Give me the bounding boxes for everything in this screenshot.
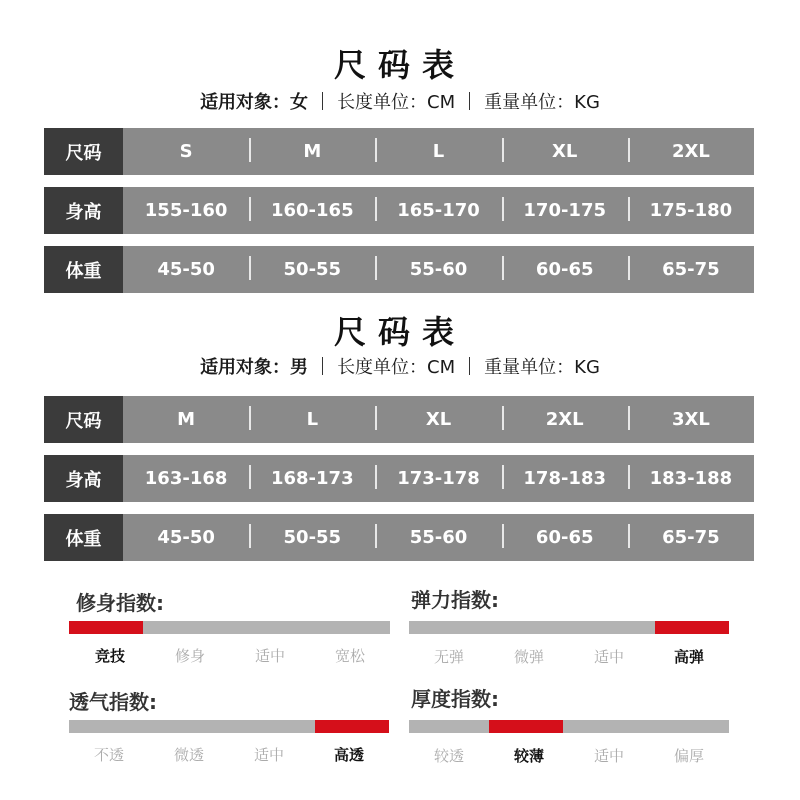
table-cell: M [249,141,375,162]
table-cell: 65-75 [628,259,754,280]
men-table-title: 尺码表 [333,313,466,351]
stretch-index-bar [409,621,729,634]
stretch-index-title: 弹力指数: [411,588,499,612]
table-cell: 3XL [628,409,754,430]
table-cell: 45-50 [157,259,215,280]
weight-unit: 重量单位：KG [484,357,600,378]
index-option: 偏厚 [673,747,704,765]
breath-index-labels [69,744,389,765]
breath-index-highlight [315,720,389,733]
men-weight-row [44,514,754,561]
table-cell: 160-165 [249,200,375,221]
fit-index-title: 修身指数: [76,591,164,615]
index-option: 适中 [593,747,624,765]
table-cell: 173-178 [375,468,501,489]
table-cell: 165-170 [375,200,501,221]
target-gender: 适用对象：男 [200,357,309,378]
row-header: 体重 [44,514,123,561]
length-unit: 长度单位：CM [337,92,456,113]
fit-index-labels [70,645,390,666]
table-cell: 50-55 [249,527,375,548]
index-option: 较薄 [513,747,544,765]
table-cell: XL [375,409,501,430]
table-cell: 55-60 [375,259,501,280]
table-cell: S [179,141,193,162]
stretch-index-highlight [655,621,729,634]
row-header: 尺码 [44,128,123,175]
fit-index-bar [69,621,390,634]
index-option: 无弹 [433,648,464,666]
index-option: 适中 [253,746,284,764]
table-cell: 45-50 [157,527,215,548]
index-option: 适中 [254,647,285,665]
table-cell: 175-180 [628,200,754,221]
breath-index-bar [69,720,389,733]
index-option: 修身 [174,647,205,665]
row-header: 尺码 [44,396,123,443]
women-size-row [44,128,754,175]
thickness-index-highlight [489,720,563,733]
thickness-index-bar [409,720,729,733]
target-gender: 适用对象：女 [200,92,309,113]
table-cell: L [249,409,375,430]
table-cell: 2XL [502,409,628,430]
table-cell: 170-175 [502,200,628,221]
index-option: 微弹 [513,648,544,666]
length-unit: 长度单位：CM [337,357,456,378]
men-size-row [44,396,754,443]
weight-unit: 重量单位：KG [484,92,600,113]
index-option: 微透 [173,746,204,764]
index-option: 不透 [93,746,124,764]
index-option: 宽松 [334,647,365,665]
table-cell: 2XL [628,141,754,162]
index-option: 较透 [433,747,464,765]
stretch-index-labels [409,646,729,667]
women-height-row [44,187,754,234]
row-header: 体重 [44,246,123,293]
thickness-index-labels [409,745,729,766]
table-cell: 65-75 [628,527,754,548]
breath-index-title: 透气指数: [69,690,157,714]
table-cell: 55-60 [375,527,501,548]
table-cell: 50-55 [249,259,375,280]
index-option: 竞技 [94,647,125,665]
men-height-row [44,455,754,502]
fit-index-highlight [69,621,143,634]
table-cell: 183-188 [628,468,754,489]
table-cell: 60-65 [502,259,628,280]
index-option: 适中 [593,648,624,666]
row-header: 身高 [44,455,123,502]
table-cell: 163-168 [144,468,228,489]
women-table-title: 尺码表 [333,46,466,84]
women-table-subtitle [0,90,800,112]
table-cell: M [177,409,196,430]
thickness-index-title: 厚度指数: [411,687,499,711]
index-option: 高弹 [673,648,704,666]
table-cell: 60-65 [502,527,628,548]
table-cell: 155-160 [144,200,228,221]
table-cell: L [375,141,501,162]
table-cell: XL [502,141,628,162]
women-weight-row [44,246,754,293]
men-table-subtitle [0,355,800,377]
table-cell: 178-183 [502,468,628,489]
table-cell: 168-173 [249,468,375,489]
row-header: 身高 [44,187,123,234]
index-option: 高透 [333,746,364,764]
